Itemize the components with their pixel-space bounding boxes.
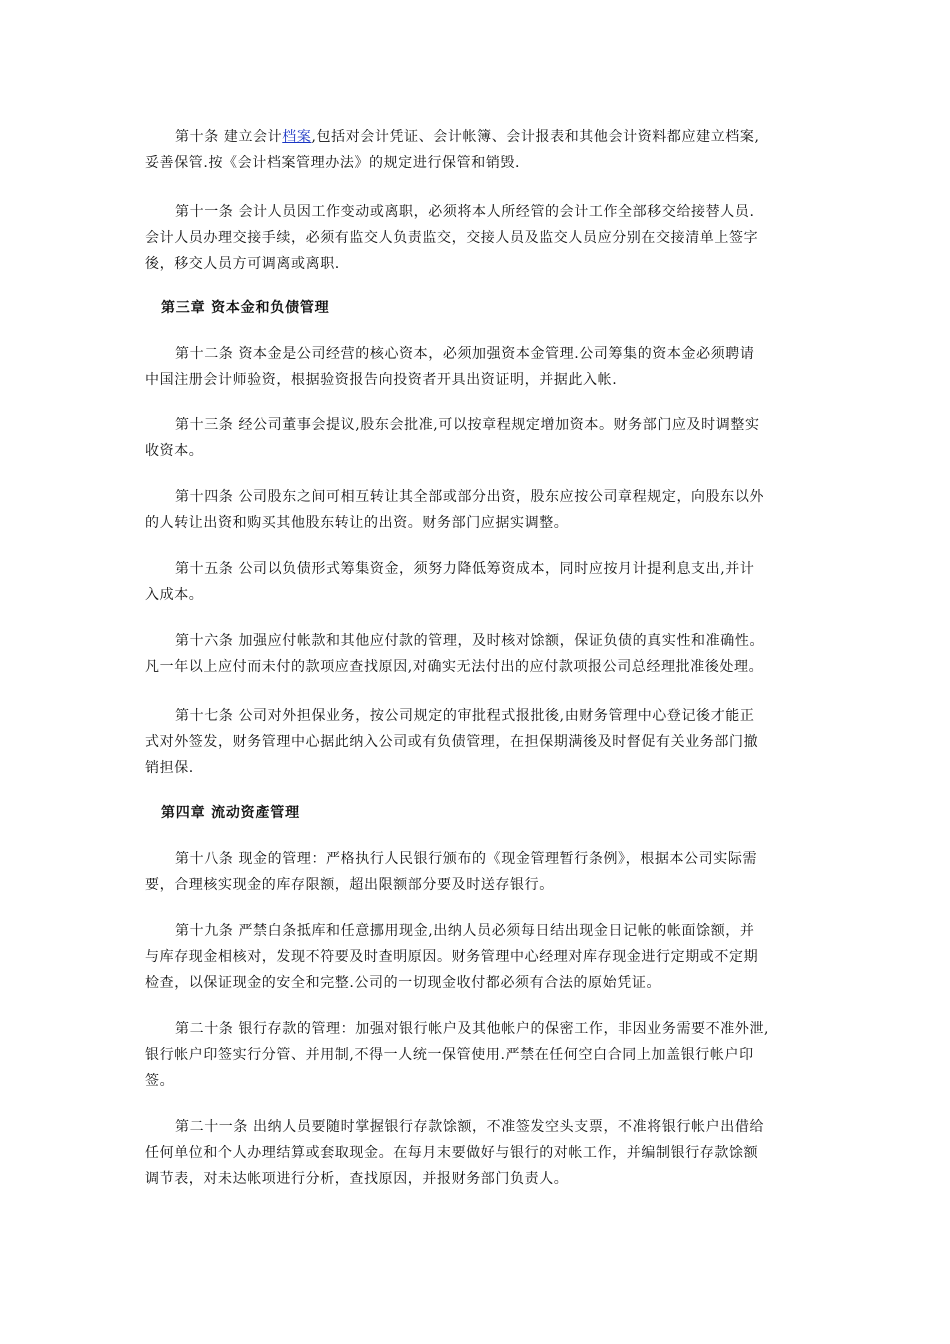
article-10-text-b: ,包括对会计凭证、会计帐簿、会计报表和其他会计资料都应建立档案, [311, 129, 760, 145]
article-17-line-3: 销担保. [145, 760, 194, 776]
article-13-line-2: 收资本。 [145, 443, 204, 459]
article-19-line-3: 检查，以保证现金的安全和完整.公司的一切现金收付都必须有合法的原始凭证。 [145, 975, 662, 991]
chapter-4-heading: 第四章 流动资產管理 [161, 805, 300, 821]
article-12-line-1: 第十二条 资本金是公司经营的核心资本，必须加强资本金管理.公司筹集的资本金必须聘请 [175, 346, 755, 362]
article-19 [145, 918, 813, 996]
article-21-line-3: 调节表，对未达帐项进行分析，查找原因，并报财务部门负责人。 [145, 1171, 569, 1187]
article-15-line-1: 第十五条 公司以负债形式筹集资金，须努力降低筹资成本，同时应按月计提利息支出,并计 [175, 561, 755, 577]
article-13 [145, 412, 813, 464]
article-14 [145, 484, 813, 536]
article-12-line-2: 中国注册会计师验资，根据验资报告向投资者开具出资证明，并据此入帐. [145, 372, 618, 388]
article-10 [145, 124, 813, 176]
article-19-line-1: 第十九条 严禁白条抵库和任意挪用现金,出纳人员必须每日结出现金日记帐的帐面馀额，并 [175, 923, 755, 939]
article-16-line-1: 第十六条 加强应付帐款和其他应付款的管理，及时核对馀额，保证负债的真实性和准确性。 [175, 633, 765, 649]
article-18 [145, 846, 813, 898]
article-10-text-a: 第十条 建立会计 [175, 129, 283, 145]
article-21-line-1: 第二十一条 出纳人员要随时掌握银行存款馀额，不准签发空头支票，不准将银行帐户出借给 [175, 1119, 765, 1135]
chapter-3-heading: 第三章 资本金和负债管理 [161, 300, 330, 316]
article-15-line-2: 入成本。 [145, 587, 204, 603]
article-15 [145, 556, 813, 608]
article-21-line-2: 任何单位和个人办理结算或套取现金。在每月末要做好与银行的对帐工作，并编制银行存款馀额 [145, 1145, 759, 1161]
article-11 [145, 199, 813, 277]
article-18-line-2: 要，合理核实现金的库存限额，超出限额部分要及时送存银行。 [145, 877, 554, 893]
article-21 [145, 1114, 813, 1192]
article-20-line-3: 签。 [145, 1073, 175, 1089]
article-10-line-1 [145, 124, 813, 150]
article-20-line-2: 银行帐户印签实行分管、并用制,不得一人统一保管使用.严禁在任何空白合同上加盖银行帐户印 [145, 1047, 754, 1063]
article-13-line-1: 第十三条 经公司董事会提议,股东会批准,可以按章程规定增加资本。财务部门应及时调整实 [175, 417, 760, 433]
article-12 [145, 341, 813, 393]
article-11-line-1: 第十一条 会计人员因工作变动或离职，必须将本人所经管的会计工作全部移交给接替人员. [175, 204, 755, 220]
article-18-line-1: 第十八条 现金的管理：严格执行人民银行颁布的《现金管理暂行条例》，根据本公司实际需 [175, 851, 758, 867]
archive-link[interactable]: 档案 [282, 129, 312, 145]
article-19-line-2: 与库存现金相核对，发现不符要及时查明原因。财务管理中心经理对库存现金进行定期或不定期 [145, 949, 759, 965]
article-20-line-1: 第二十条 银行存款的管理：加强对银行帐户及其他帐户的保密工作，非因业务需要不准外泄, [175, 1021, 770, 1037]
article-16-line-2: 凡一年以上应付而未付的款项应查找原因,对确实无法付出的应付款项报公司总经理批准後处理。 [145, 659, 764, 675]
article-17 [145, 703, 813, 781]
article-10-line-2: 妥善保管.按《会计档案管理办法》的规定进行保管和销毁. [145, 155, 521, 171]
article-11-line-3: 後，移交人员方可调离或离职. [145, 256, 340, 272]
article-20 [145, 1016, 813, 1094]
article-11-line-2: 会计人员办理交接手续，必须有监交人负责监交，交接人员及监交人员应分别在交接清单上签字 [145, 230, 759, 246]
article-16 [145, 628, 813, 680]
article-17-line-2: 式对外签发，财务管理中心据此纳入公司或有负债管理，在担保期满後及时督促有关业务部门撤 [145, 734, 759, 750]
article-14-line-1: 第十四条 公司股东之间可相互转让其全部或部分出资，股东应按公司章程规定，向股东以外 [175, 489, 765, 505]
article-14-line-2: 的人转让出资和购买其他股东转让的出资。财务部门应据实调整。 [145, 515, 569, 531]
article-17-line-1: 第十七条 公司对外担保业务，按公司规定的审批程式报批後,由财务管理中心登记後才能正 [175, 708, 755, 724]
